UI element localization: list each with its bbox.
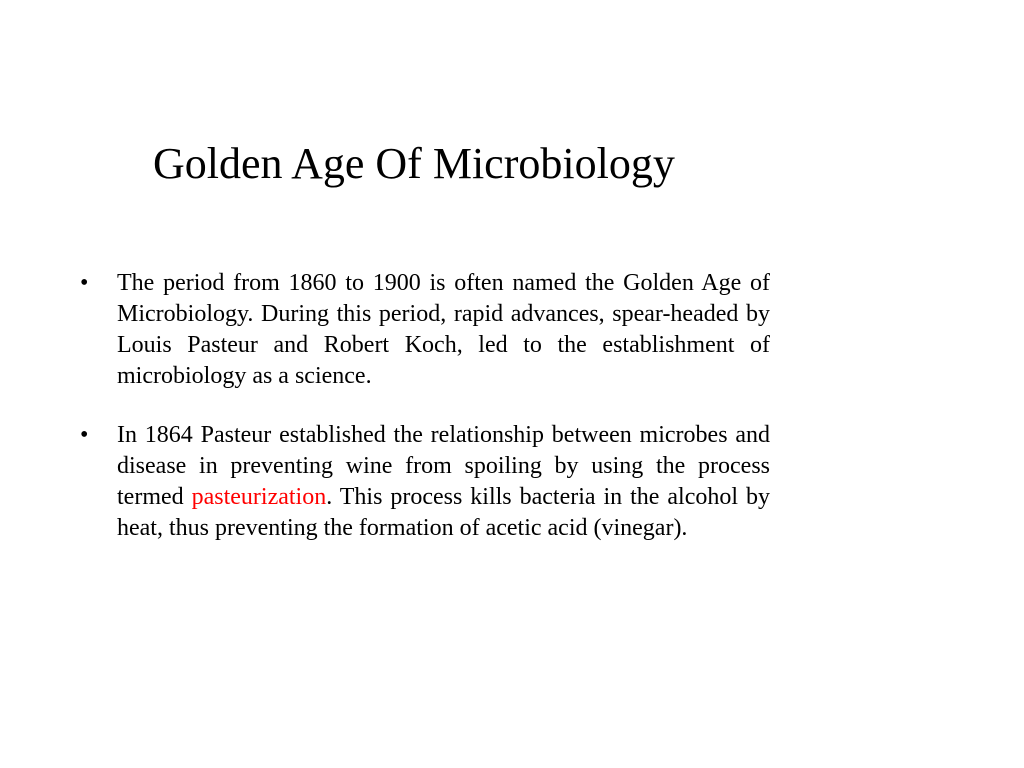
bullet-icon: • [80, 422, 89, 448]
bullet-list [70, 268, 770, 544]
bullet-item-pasteurization [70, 420, 770, 544]
slide-title: Golden Age Of Microbiology [153, 139, 675, 188]
bullet-text-before: In 1864 Pasteur established the relationship between microbes and disease in preventing wine from spoiling by using the process termed [117, 422, 770, 510]
pasteurization-term: pasteurization [191, 484, 327, 510]
bullet-item-golden-age-period [70, 268, 770, 392]
bullet-text-after: . This process kills bacteria in the alcohol by heat, thus preventing the formation of acetic acid (vinegar). [117, 484, 770, 541]
bullet-icon: • [80, 270, 89, 296]
bullet-text: The period from 1860 to 1900 is often named the Golden Age of Microbiology. During this period, rapid advances, spear-headed by Louis Pasteur and Robert Koch, led to the establishment of microbiology as a science. [117, 270, 770, 389]
